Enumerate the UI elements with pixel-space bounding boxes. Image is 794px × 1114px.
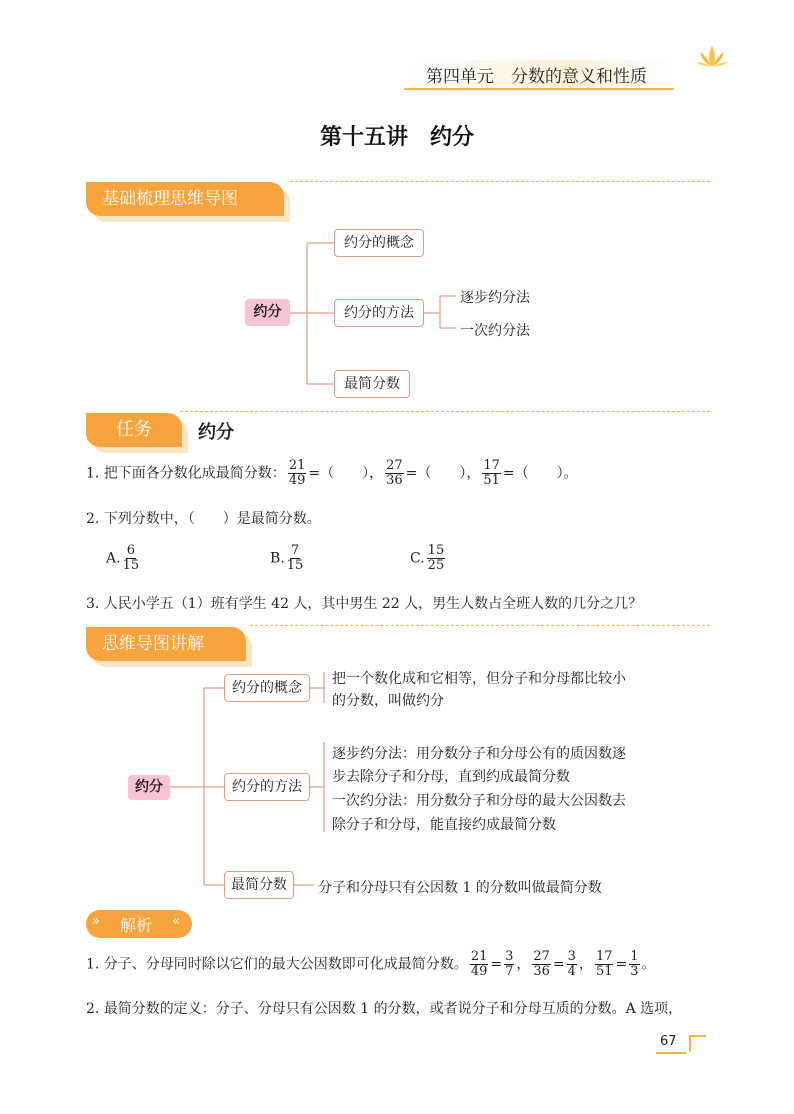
node-concept: 约分的概念: [334, 229, 424, 257]
page-number: 67: [660, 1034, 677, 1049]
eq-fraction: [629, 950, 639, 979]
answer-blank[interactable]: =（ ）: [308, 465, 370, 482]
concept-desc-line-2: 的分数，叫做约分: [332, 693, 444, 709]
fraction-numerator: 6: [126, 543, 135, 558]
node2-method: 约分的方法: [224, 773, 310, 801]
fraction-numerator: 3: [567, 949, 576, 964]
fraction-numerator: 1: [630, 949, 639, 964]
double-chevron-left-icon: «: [172, 914, 180, 929]
fraction-denominator: 49: [288, 473, 306, 488]
fraction-denominator: 51: [595, 964, 613, 979]
fraction-numerator: 21: [470, 949, 488, 964]
node2-simplest: 最简分数: [224, 871, 294, 899]
fraction-numerator: 27: [533, 949, 550, 964]
analysis-label: 解析: [120, 916, 153, 935]
fraction-denominator: 49: [470, 964, 488, 979]
eq-fraction: [504, 950, 514, 979]
fraction-denominator: 25: [427, 558, 445, 573]
fraction-numerator: 15: [427, 543, 445, 558]
mindmap-root: 约分: [245, 299, 290, 326]
method-desc-line-2: 步去除分子和分母，直到约成最简分数: [332, 769, 570, 785]
mindmap2-root: 约分: [128, 775, 170, 800]
question-3: 3. 人民小学五（1）班有学生 42 人，其中男生 22 人，男生人数占全班人数的几分之几？: [86, 596, 643, 612]
node-simplest: 最简分数: [334, 370, 410, 398]
answer-blank[interactable]: =（ ）: [405, 465, 467, 482]
q1-text: 1. 把下面各分数化成最简分数：: [86, 465, 286, 482]
fraction-denominator: 51: [483, 473, 500, 488]
unit-label: 第四单元: [426, 67, 494, 87]
unit-title: 分数的意义和性质: [511, 67, 647, 87]
option-label: B.: [270, 550, 285, 567]
lecture-title: 第十五讲 约分: [319, 125, 474, 150]
fraction-numerator: 7: [290, 543, 300, 558]
question-2: 2. 下列分数中，（ ）是最简分数。: [86, 511, 321, 527]
page-number-underline: [656, 1052, 686, 1054]
fraction-numerator: 27: [386, 458, 403, 473]
section-banner-explain: 思维导图讲解: [86, 627, 246, 661]
separator: ，: [466, 465, 481, 482]
analysis-line-1: 1. 分子、分母同时除以它们的最大公因数即可化成最简分数。 $\frac{21}{49}$ = $\frac{3}{7}$ ， $\frac{27}{36}$ = $\frac{3}{4}$ ， $\frac{17}{51}$ = $\frac{1}{3}$ 。: [86, 949, 656, 979]
fraction-denominator: 15: [286, 558, 304, 573]
fraction-numerator: 17: [483, 458, 500, 473]
simplest-desc: 分子和分母只有公因数 1 的分数叫做最简分数: [318, 880, 602, 896]
analysis-banner: [86, 910, 192, 938]
method-child-once: 一次约分法: [460, 323, 530, 339]
fraction-numerator: 21: [288, 458, 306, 473]
option-label: C.: [410, 550, 425, 567]
method-desc-line-3: 一次约分法：用分数分子和分母的最大公因数去: [332, 793, 626, 809]
period: 。: [563, 465, 578, 482]
method-child-stepwise: 逐步约分法: [460, 290, 530, 306]
fraction-denominator: 36: [533, 964, 550, 979]
corner-bracket-icon: [688, 1030, 710, 1054]
concept-desc-line-1: 把一个数化成和它相等，但分子和分母都比较小: [332, 671, 626, 687]
fraction-numerator: 17: [595, 949, 613, 964]
fraction-denominator: 7: [505, 964, 514, 979]
node2-concept: 约分的概念: [224, 674, 310, 702]
analysis-line-2: 2. 最简分数的定义：分子、分母只有公因数 1 的分数，或者说分子和分母互质的分数。A 选项，: [86, 1001, 683, 1017]
analysis-text: 1. 分子、分母同时除以它们的最大公因数即可化成最简分数。: [86, 956, 468, 973]
fraction-denominator: 36: [386, 473, 403, 488]
separator: ，: [369, 465, 384, 482]
option-label: A.: [106, 550, 121, 567]
fraction-numerator: 3: [505, 949, 514, 964]
eq-fraction: [567, 950, 577, 979]
answer-blank[interactable]: =（ ）: [502, 465, 564, 482]
task-title: 约分: [198, 422, 234, 443]
method-desc-line-4: 除分子和分母，能直接约成最简分数: [332, 817, 556, 833]
fraction-denominator: 15: [122, 558, 140, 573]
eq-fraction: [532, 950, 551, 979]
section-banner-task: 任务: [86, 413, 182, 447]
eq-fraction: [470, 950, 489, 979]
section-banner-mindmap: 基础梳理思维导图: [86, 182, 284, 216]
node-method: 约分的方法: [334, 299, 424, 327]
fraction-denominator: 4: [567, 964, 576, 979]
eq-fraction: [595, 950, 614, 979]
fraction-denominator: 3: [630, 964, 639, 979]
method-desc-line-1: 逐步约分法：用分数分子和分母公有的质因数逐: [332, 746, 626, 762]
double-chevron-right-icon: »: [92, 914, 100, 929]
